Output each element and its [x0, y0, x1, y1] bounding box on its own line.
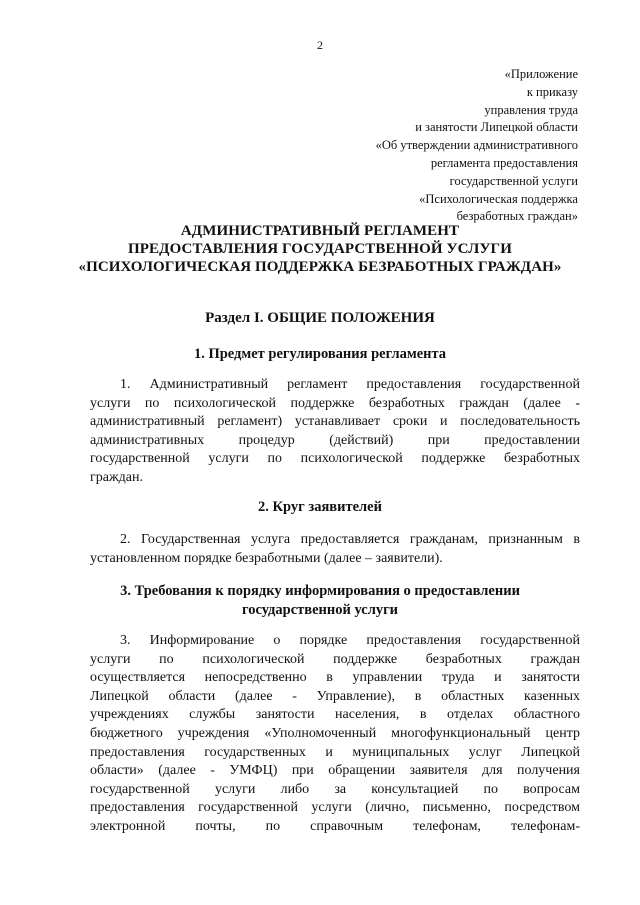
paragraph-2 — [90, 531, 580, 568]
paragraph-1 — [90, 376, 580, 488]
paragraph-line: услуги по психологической поддержке безработных граждан — [90, 651, 580, 667]
paragraph-line: осуществляется непосредственно в управлении труда и занятости — [90, 670, 580, 686]
subsection-heading-applicants: 2. Круг заявителей — [258, 499, 382, 515]
paragraph-line: граждан. — [90, 469, 143, 485]
paragraph-3 — [90, 632, 580, 837]
paragraph-line: предоставления государственных и муниципальных услуг Липецкой — [90, 744, 580, 760]
paragraph-line: бюджетного учреждения «Уполномоченный многофункциональный центр — [90, 725, 580, 741]
paragraph-line: административных процедур (действий) при предоставлении — [90, 432, 580, 448]
paragraph-line: административный регламент) устанавливает сроки и последовательность — [90, 414, 580, 430]
page-number: 2 — [317, 38, 323, 52]
subsection-heading-subject: 1. Предмет регулирования регламента — [193, 346, 447, 362]
paragraph-line: услуги по психологической поддержке безработных граждан (далее - — [90, 395, 580, 411]
paragraph-line: учреждениях службы занятости населения, в отделах областного — [90, 707, 580, 723]
paragraph-line: 2. Государственная услуга предоставляется гражданам, признанным в — [120, 532, 580, 547]
title-line: «ПСИХОЛОГИЧЕСКАЯ ПОДДЕРЖКА БЕЗРАБОТНЫХ ГРАЖДАН» — [78, 259, 562, 275]
subsection-heading-information — [60, 582, 580, 620]
appendix-line: безработных граждан» — [456, 209, 578, 224]
subsection-line: государственной услуги — [241, 602, 399, 618]
paragraph-line: электронной почты, по справочным телефонам, телефонам- — [90, 818, 580, 834]
appendix-line: к приказу — [526, 84, 578, 99]
paragraph-line: государственной услуги либо за консультацией по вопросам — [90, 781, 580, 797]
appendix-header — [376, 66, 578, 226]
title-line: ПРЕДОСТАВЛЕНИЯ ГОСУДАРСТВЕННОЙ УСЛУГИ — [128, 241, 512, 257]
title-line: АДМИНИСТРАТИВНЫЙ РЕГЛАМЕНТ — [180, 223, 460, 239]
appendix-line: регламента предоставления — [430, 155, 578, 170]
subsection-line: 3. Требования к порядку информирования о предоставлении — [120, 583, 520, 599]
paragraph-line: государственной услуги по психологической поддержке безработных — [90, 451, 580, 467]
appendix-line: «Психологическая поддержка — [419, 191, 578, 206]
appendix-line: «Приложение — [504, 67, 578, 81]
paragraph-line: 1. Административный регламент предоставления государственной — [120, 377, 580, 392]
document-title — [60, 222, 580, 276]
section-heading: Раздел I. ОБЩИЕ ПОЛОЖЕНИЯ — [205, 310, 435, 326]
appendix-line: «Об утверждении административного — [375, 138, 578, 153]
paragraph-line: 3. Информирование о порядке предоставления государственной — [120, 633, 580, 648]
paragraph-line: установленном порядке безработными (далее – заявители). — [90, 550, 443, 566]
paragraph-line: области» (далее - УМФЦ) при обращении заявителя для получения — [90, 763, 580, 779]
paragraph-line: предоставления государственной услуги (лично, письменно, посредством — [90, 800, 580, 816]
appendix-line: и занятости Липецкой области — [415, 120, 578, 135]
appendix-line: государственной услуги — [449, 173, 578, 188]
appendix-line: управления труда — [484, 102, 578, 117]
paragraph-line: Липецкой области (далее - Управление), в областных казенных — [90, 688, 580, 704]
